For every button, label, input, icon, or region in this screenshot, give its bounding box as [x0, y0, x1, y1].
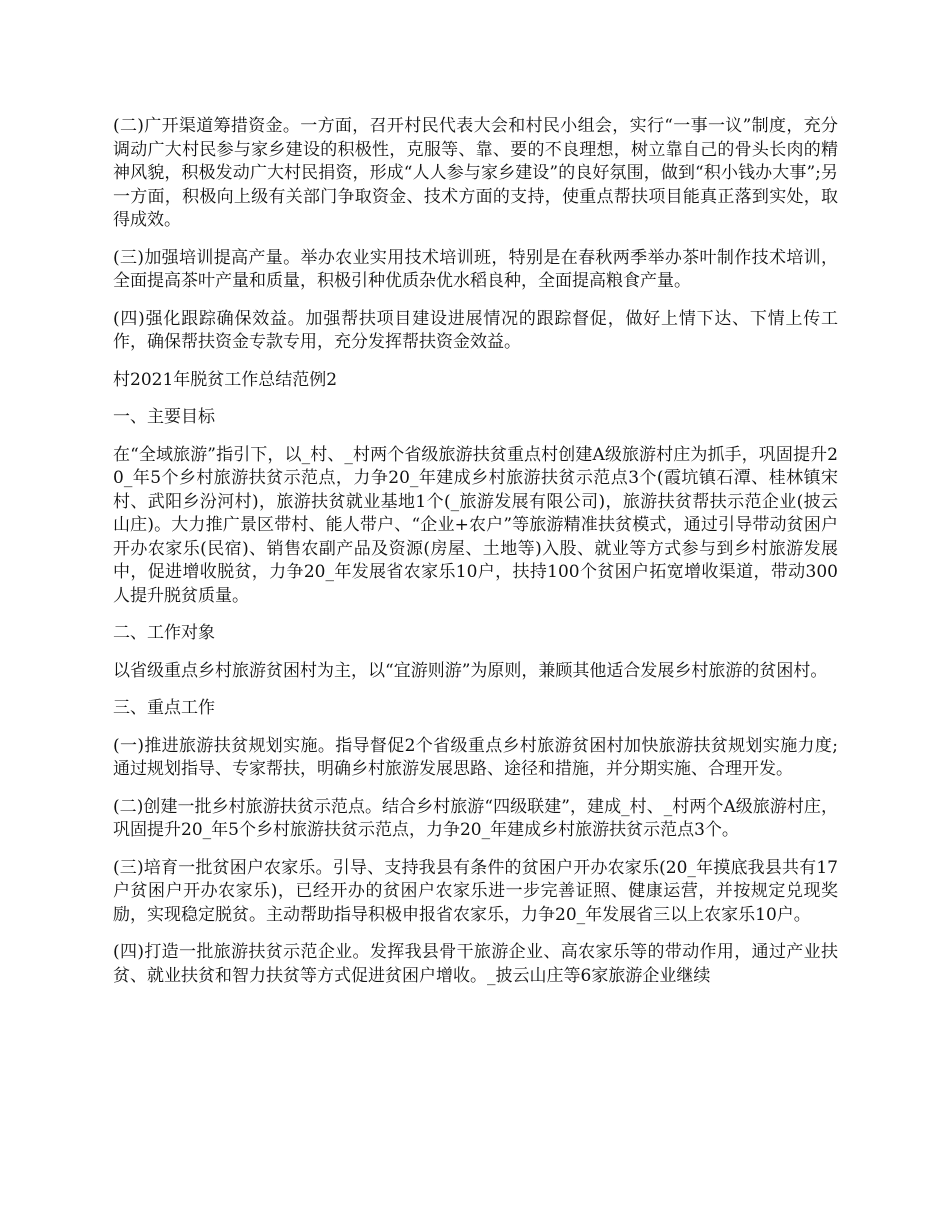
paragraph-fundraising: (二)广开渠道筹措资金。一方面，召开村民代表大会和村民小组会，实行“一事一议”制度，充分调动广大村民参与家乡建设的积极性，克服等、靠、要的不良理想，树立靠自己的骨头长肉的精神风貌，积极发动广大村民捐资，形成“人人参与家乡建设”的良好氛围，做到“积小钱办大事”;另一方面，积极向上级有关部门争取资金、技术方面的支持，使重点帮扶项目能真正落到实处，取得成效。	[113, 116, 838, 230]
paragraph-goals: 在“全域旅游”指引下，以_村、_村两个省级旅游扶贫重点村创建A级旅游村庄为抓手，巩固提升20_年5个乡村旅游扶贫示范点，力争20_年建成乡村旅游扶贫示范点3个(霞坑镇石潭、桂林镇宋村、武阳乡汾河村)，旅游扶贫就业基地1个(_旅游发展有限公司)，旅游扶贫帮扶示范企业(披云山庄)。大力推广景区带村、能人带户、“企业+农户”等旅游精准扶贫模式，通过引导带动贫困户开办农家乐(民宿)、销售农副产品及资源(房屋、土地等)入股、就业等方式参与到乡村旅游发展中，促进增收脱贫，力争20_年发展省农家乐10户，扶持100个贫困户拓宽增收渠道，带动300人提升脱贫质量。	[113, 444, 838, 606]
heading-main-goals: 一、主要目标	[113, 407, 215, 427]
paragraph-planning: (一)推进旅游扶贫规划实施。指导督促2个省级重点乡村旅游贫困村加快旅游扶贫规划实施力度;通过规划指导、专家帮扶，明确乡村旅游发展思路、途径和措施，并分期实施、合理开发。	[113, 735, 838, 779]
paragraph-demo-sites: (二)创建一批乡村旅游扶贫示范点。结合乡村旅游“四级联建”，建成_村、_村两个A级旅游村庄，巩固提升20_年5个乡村旅游扶贫示范点，力争20_年建成乡村旅游扶贫示范点3个。	[113, 796, 838, 840]
heading-work-targets: 二、工作对象	[113, 623, 215, 643]
paragraph-tracking: (四)强化跟踪确保效益。加强帮扶项目建设进展情况的跟踪督促，做好上情下达、下情上传工作，确保帮扶资金专款专用，充分发挥帮扶资金效益。	[113, 308, 838, 352]
paragraph-training: (三)加强培训提高产量。举办农业实用技术培训班，特别是在春秋两季举办茶叶制作技术培训，全面提高茶叶产量和质量，积极引种优质杂优水稻良种，全面提高粮食产量。	[113, 247, 838, 291]
document-body	[113, 115, 838, 1002]
paragraph-farmhouses: (三)培育一批贫困户农家乐。引导、支持我县有条件的贫困户开办农家乐(20_年摸底我县共有17户贫困户开办农家乐)，已经开办的贫困户农家乐进一步完善证照、健康运营，并按规定兑现奖励，实现稳定脱贫。主动帮助指导积极申报省农家乐，力争20_年发展省三以上农家乐10户。	[113, 857, 838, 925]
paragraph-targets: 以省级重点乡村旅游贫困村为主，以“宜游则游”为原则，兼顾其他适合发展乡村旅游的贫困村。	[113, 660, 828, 681]
paragraph-enterprises: (四)打造一批旅游扶贫示范企业。发挥我县骨干旅游企业、高农家乐等的带动作用，通过产业扶贫、就业扶贫和智力扶贫等方式促进贫困户增收。_披云山庄等6家旅游企业继续	[113, 942, 838, 986]
heading-key-work: 三、重点工作	[113, 698, 215, 718]
section-title: 村2021年脱贫工作总结范例2	[113, 369, 338, 390]
